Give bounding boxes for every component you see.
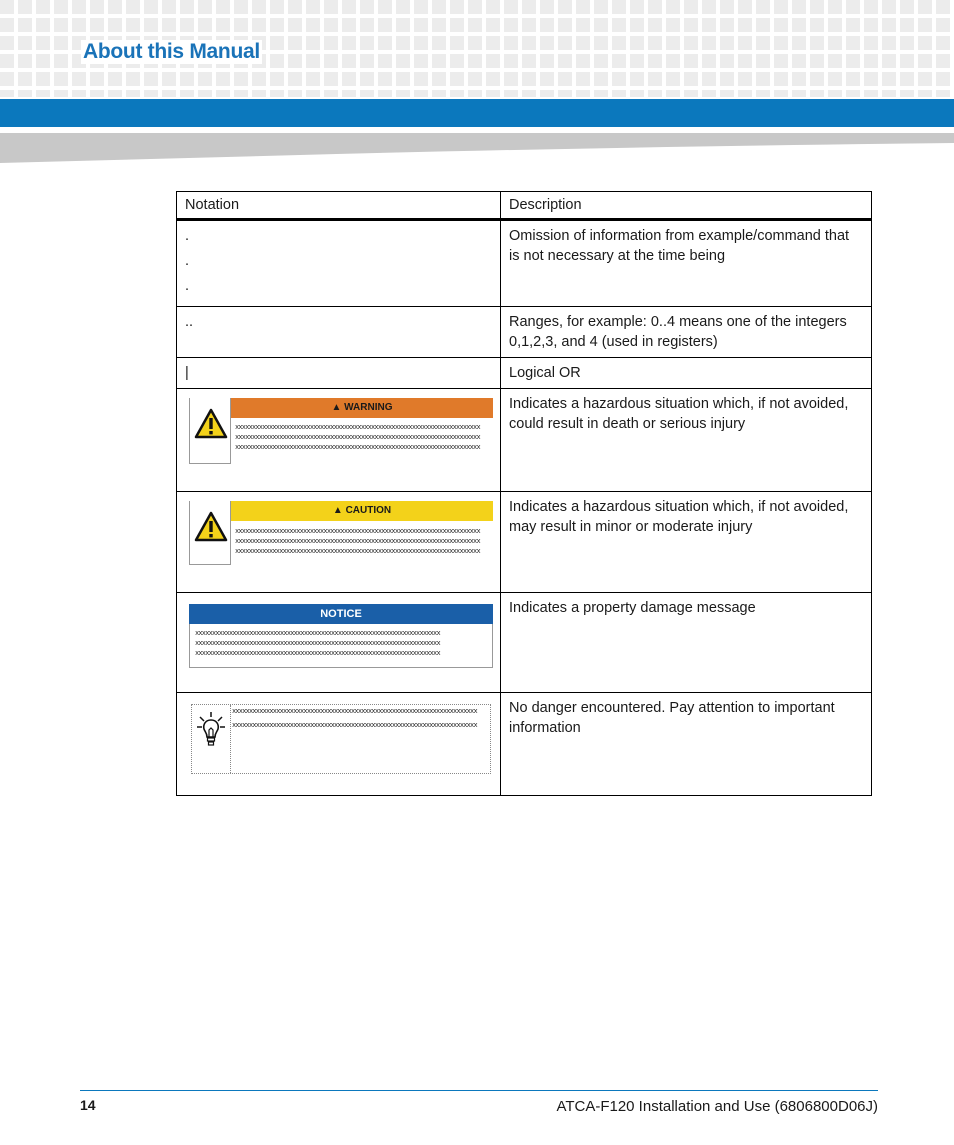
page-title: About this Manual	[83, 40, 260, 63]
table-row	[177, 307, 872, 358]
placeholder-text: xxxxxxxxxxxxxxxxxxxxxxxxxxxxxxxxxxxxxxxxxxxxxxxxxxxxxxxxxxxxxxxxxxxxxxxx	[232, 708, 477, 716]
placeholder-text: xxxxxxxxxxxxxxxxxxxxxxxxxxxxxxxxxxxxxxxxxxxxxxxxxxxxxxxxxxxxxxxxxxxxxxxx	[235, 548, 480, 556]
notice-box	[189, 604, 493, 668]
header-description: Description	[501, 192, 872, 220]
notation-cell	[177, 693, 501, 796]
caution-symbol	[189, 501, 231, 565]
description-cell: Omission of information from example/command that is not necessary at the time being	[501, 220, 872, 307]
description-cell: Indicates a hazardous situation which, if not avoided, could result in death or serious injury	[501, 389, 872, 492]
notation-cell	[177, 593, 501, 693]
notation-cell	[177, 220, 501, 307]
table-header-row	[177, 192, 872, 220]
notation-cell	[177, 492, 501, 593]
notice-banner	[189, 604, 493, 624]
page-number: 14	[80, 1097, 96, 1113]
placeholder-text: xxxxxxxxxxxxxxxxxxxxxxxxxxxxxxxxxxxxxxxxxxxxxxxxxxxxxxxxxxxxxxxxxxxxxxxx	[235, 434, 480, 442]
document-title: ATCA-F120 Installation and Use (6806800D06J)	[556, 1098, 878, 1115]
notation-cell: ..	[177, 307, 501, 358]
notation-table	[176, 191, 872, 796]
table-row	[177, 693, 872, 796]
notation-dot: .	[185, 228, 190, 244]
tip-box	[191, 704, 491, 774]
notation-cell: |	[177, 358, 501, 389]
description-cell: Indicates a property damage message	[501, 593, 872, 693]
placeholder-text: xxxxxxxxxxxxxxxxxxxxxxxxxxxxxxxxxxxxxxxxxxxxxxxxxxxxxxxxxxxxxxxxxxxxxxxx	[235, 528, 480, 536]
header-notation: Notation	[177, 192, 501, 220]
notation-cell	[177, 389, 501, 492]
notice-label: NOTICE	[320, 608, 362, 620]
description-cell: Ranges, for example: 0..4 means one of the integers 0,1,2,3, and 4 (used in registers)	[501, 307, 872, 358]
table-row	[177, 593, 872, 693]
warning-icon	[194, 408, 228, 440]
footer-rule	[80, 1090, 878, 1091]
placeholder-text: xxxxxxxxxxxxxxxxxxxxxxxxxxxxxxxxxxxxxxxxxxxxxxxxxxxxxxxxxxxxxxxxxxxxxxxx	[195, 630, 440, 638]
description-cell: No danger encountered. Pay attention to important information	[501, 693, 872, 796]
warning-banner: ▲ WARNING	[231, 398, 493, 418]
tip-symbol	[192, 705, 231, 773]
placeholder-text: xxxxxxxxxxxxxxxxxxxxxxxxxxxxxxxxxxxxxxxxxxxxxxxxxxxxxxxxxxxxxxxxxxxxxxxx	[195, 650, 440, 658]
notation-dot: .	[185, 278, 190, 294]
table-row	[177, 358, 872, 389]
lightbulb-icon	[197, 711, 225, 751]
placeholder-text: xxxxxxxxxxxxxxxxxxxxxxxxxxxxxxxxxxxxxxxxxxxxxxxxxxxxxxxxxxxxxxxxxxxxxxxx	[235, 538, 480, 546]
placeholder-text: xxxxxxxxxxxxxxxxxxxxxxxxxxxxxxxxxxxxxxxxxxxxxxxxxxxxxxxxxxxxxxxxxxxxxxxx	[232, 722, 477, 730]
warning-box	[189, 398, 493, 464]
description-cell: Logical OR	[501, 358, 872, 389]
placeholder-text: xxxxxxxxxxxxxxxxxxxxxxxxxxxxxxxxxxxxxxxxxxxxxxxxxxxxxxxxxxxxxxxxxxxxxxxx	[235, 444, 480, 452]
caution-banner: ▲ CAUTION	[231, 501, 493, 521]
caution-icon	[194, 511, 228, 543]
placeholder-text: xxxxxxxxxxxxxxxxxxxxxxxxxxxxxxxxxxxxxxxxxxxxxxxxxxxxxxxxxxxxxxxxxxxxxxxx	[235, 424, 480, 432]
header-band	[0, 99, 954, 127]
caution-label: CAUTION	[345, 505, 392, 516]
caution-box	[189, 501, 493, 565]
description-cell: Indicates a hazardous situation which, if not avoided, may result in minor or moderate injury	[501, 492, 872, 593]
table-row	[177, 492, 872, 593]
table-row	[177, 220, 872, 307]
warning-symbol	[189, 398, 231, 464]
table-row	[177, 389, 872, 492]
warning-label: WARNING	[344, 402, 393, 413]
header-swoosh	[0, 127, 954, 163]
notation-dot: .	[185, 253, 190, 269]
placeholder-text: xxxxxxxxxxxxxxxxxxxxxxxxxxxxxxxxxxxxxxxxxxxxxxxxxxxxxxxxxxxxxxxxxxxxxxxx	[195, 640, 440, 648]
